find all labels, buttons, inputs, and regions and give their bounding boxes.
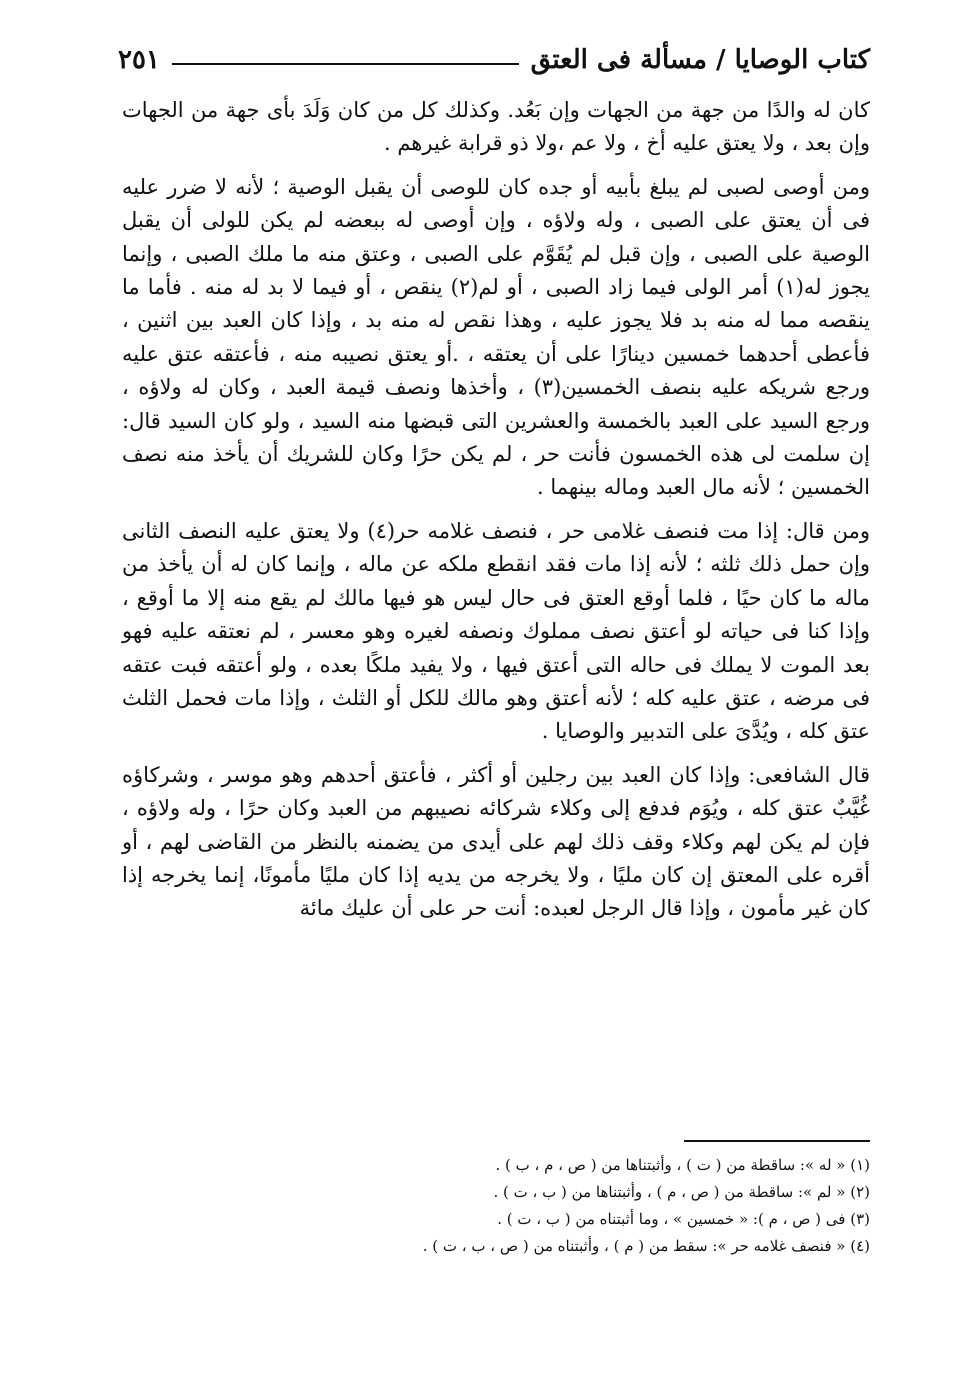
footnote: (٢) « لم »: ساقطة من ( ص ، م ) ، وأثبتناها من ( ب ، ت ) . — [493, 1183, 870, 1201]
running-header — [118, 40, 870, 80]
page-number: ٢٥١ — [118, 45, 160, 75]
footnote: (٤) « فنصف غلامه حر »: سقط من ( م ) ، وأثبتناه من ( ص ، ب ، ت ) . — [422, 1237, 870, 1255]
footnote: (١) « له »: ساقطة من ( ت ) ، وأثبتناها من ( ص ، م ، ب ) . — [495, 1156, 870, 1174]
body-text — [122, 94, 870, 936]
footnote-separator — [684, 1140, 870, 1142]
header-rule — [172, 63, 519, 65]
paragraph: ومن أوصى لصبى لم يبلغ بأبيه أو جده كان للوصى أن يقبل الوصية ؛ لأنه لا ضرر عليه فى أن يعتق على الصبى ، وله ولاؤه ، وإن أوصى له ببعضه لم يكن للولى أن يقبل الوصية على الصبى ، وإن قبل لم يُقَوَّم على الصبى ، وعتق منه ما ملك الصبى ، وإنما يجوز له(١) أمر الولى فيما زاد الصبى ، أو لم(٢) ينقص ، أو فيما لا بد له منه . فأما ما ينقصه مما له منه بد فلا يجوز عليه ، وهذا نقص له منه بد ، وإذا كان العبد بين اثنين ، فأعطى أحدهما خمسين دينارًا على أن يعتقه ، .أو يعتق نصيبه منه ، فأعتقه عتق عليه ورجع شريكه عليه بنصف الخمسين(٣) ، وأخذها ونصف قيمة العبد ، وكان له ولاؤه ، ورجع السيد على العبد بالخمسة والعشرين التى قبضها منه السيد ، ولو كان السيد قال: إن سلمت لى هذه الخمسون فأنت حر ، لم يكن حرًا وكان للشريك أن يأخذ منه نصف الخمسين ؛ لأنه مال العبد وماله بينهما . — [122, 174, 870, 500]
footnote: (٣) فى ( ص ، م ): « خمسين » ، وما أثبتناه من ( ب ، ت ) . — [497, 1210, 870, 1228]
paragraph: قال الشافعى: وإذا كان العبد بين رجلين أو أكثر ، فأعتق أحدهم وهو موسر ، وشركاؤه غُيَّبٌ عتق كله ، ويُوَم فدفع إلى وكلاء شركائه نصيبهم من العبد وكان حرًا ، وله ولاؤه ، فإن لم يكن لهم وكلاء وقف ذلك لهم على أيدى من يضمنه بالنظر من القاضى لهم ، أو أقره على المعتق إن كان مليًا ، ولا يخرجه من يديه إذا كان مليًا مأمونًا، إنما يخرجه إذا كان غير مأمون ، وإذا قال الرجل لعبده: أنت حر على أن عليك مائة — [122, 762, 870, 921]
paragraph: ومن قال: إذا مت فنصف غلامى حر ، فنصف غلامه حر(٤) ولا يعتق عليه النصف الثانى وإن حمل ذلك ثلثه ؛ لأنه إذا مات فقد انقطع ملكه عن ماله ، وإنما كان له أن يأخذ من ماله ما كان حيًا ، فلما أوقع العتق فى حال ليس هو فيها مالك لم يقع منه إلا ما أوقع ، وإذا كنا فى حياته لو أعتق نصف مملوك ونصفه لغيره وهو معسر ، لم نعتقه عليه فهو بعد الموت لا يملك فى حاله التى أعتق فيها ، ولا يفيد ملكًا بعده ، ولو أعتقه فبت عتقه فى مرضه ، عتق عليه كله ؛ لأنه أعتق وهو مالك للكل أو الثلث ، وإذا مات فحمل الثلث عتق كله ، ويُدَّىَ على التدبير والوصايا . — [122, 518, 870, 744]
footnotes — [300, 1152, 870, 1260]
paragraph: كان له والدًا من جهة من الجهات وإن بَعُد. وكذلك كل من كان وَلَدَ بأى جهة من الجهات وإن بعد ، ولا يعتق عليه أخ ، ولا عم ،ولا ذو قرابة غيرهم . — [122, 98, 870, 156]
header-title: كتاب الوصايا / مسألة فى العتق — [530, 45, 870, 75]
